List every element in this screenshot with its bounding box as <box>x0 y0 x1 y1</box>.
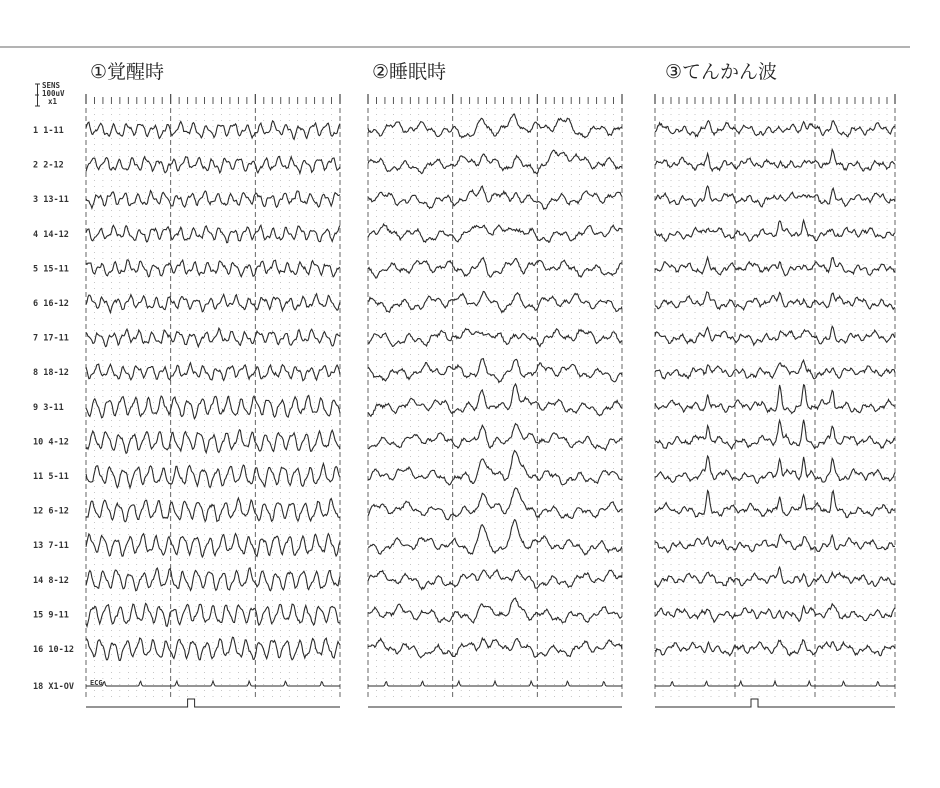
event-marker-line <box>655 699 895 707</box>
ecg-channel-label: 18 X1-OV <box>33 682 74 692</box>
eeg-traces <box>86 121 340 686</box>
eeg-trace <box>655 220 895 241</box>
eeg-trace <box>368 384 622 416</box>
channel-label: 5 15-11 <box>33 264 69 275</box>
eeg-trace <box>655 121 895 137</box>
channel-labels <box>33 126 74 692</box>
sensitivity-marker <box>35 81 65 106</box>
channel-label: 4 14-12 <box>33 229 69 240</box>
sens-value: 100uV <box>42 89 65 98</box>
channel-label: 6 16-12 <box>33 299 69 309</box>
eeg-trace <box>368 451 622 485</box>
panel-title: ①覚醒時 <box>90 61 165 83</box>
eeg-trace <box>86 121 340 139</box>
eeg-trace <box>368 424 622 451</box>
eeg-trace <box>368 520 622 555</box>
eeg-trace <box>368 258 622 278</box>
eeg-trace <box>86 464 340 488</box>
channel-label: 7 17-11 <box>33 333 69 344</box>
eeg-panel-2 <box>368 61 622 707</box>
channel-label: 9 3-11 <box>33 402 64 413</box>
eeg-trace <box>368 570 622 590</box>
channel-label: 16 10-12 <box>33 645 74 655</box>
eeg-trace <box>86 396 340 419</box>
calibration-bracket-icon <box>35 84 40 106</box>
time-tick-ruler <box>655 94 895 104</box>
ecg-trace <box>86 681 340 686</box>
sens-label: SENS <box>42 81 61 90</box>
panel-title: ③てんかん波 <box>665 61 778 83</box>
eeg-trace <box>368 329 622 347</box>
eeg-panel-1 <box>86 61 340 707</box>
ecg-trace <box>368 681 622 686</box>
eeg-trace <box>368 598 622 623</box>
eeg-trace <box>655 534 895 552</box>
eeg-panels <box>86 61 895 707</box>
eeg-trace <box>655 360 895 379</box>
ecg-trace <box>655 681 895 686</box>
eeg-trace <box>86 430 340 454</box>
eeg-trace <box>655 186 895 207</box>
eeg-trace <box>86 191 340 209</box>
time-tick-ruler <box>86 94 340 104</box>
channel-label: 1 1-11 <box>33 126 64 136</box>
eeg-trace <box>86 568 340 591</box>
ecg-tag: ECG <box>90 679 103 687</box>
panel-title: ②睡眠時 <box>372 61 447 83</box>
eeg-trace <box>86 498 340 522</box>
eeg-trace <box>655 150 895 172</box>
channel-label: 8 18-12 <box>33 368 69 379</box>
eeg-trace <box>368 150 622 174</box>
channel-label: 10 4-12 <box>33 437 69 448</box>
eeg-traces <box>655 121 895 686</box>
channel-label: 12 6-12 <box>33 506 69 517</box>
eeg-trace <box>86 260 340 277</box>
eeg-trace <box>368 114 622 138</box>
eeg-trace <box>86 156 340 173</box>
channel-label: 2 2-12 <box>33 160 64 171</box>
channel-label: 15 9-11 <box>33 610 69 621</box>
channel-label: 14 8-12 <box>33 575 69 586</box>
eeg-trace <box>368 224 622 242</box>
time-tick-ruler <box>368 94 622 104</box>
eeg-trace <box>368 186 622 209</box>
sens-multiplier: x1 <box>48 97 58 106</box>
eeg-trace <box>655 385 895 414</box>
channel-label: 3 13-11 <box>33 195 69 206</box>
eeg-trace <box>655 257 895 276</box>
eeg-trace <box>655 456 895 483</box>
channel-label: 13 7-11 <box>33 541 69 552</box>
eeg-panel-3 <box>655 61 895 707</box>
eeg-trace <box>86 363 340 381</box>
event-marker-line <box>86 699 340 707</box>
eeg-trace <box>86 294 340 313</box>
eeg-trace <box>86 534 340 557</box>
channel-label: 11 5-11 <box>33 472 69 482</box>
